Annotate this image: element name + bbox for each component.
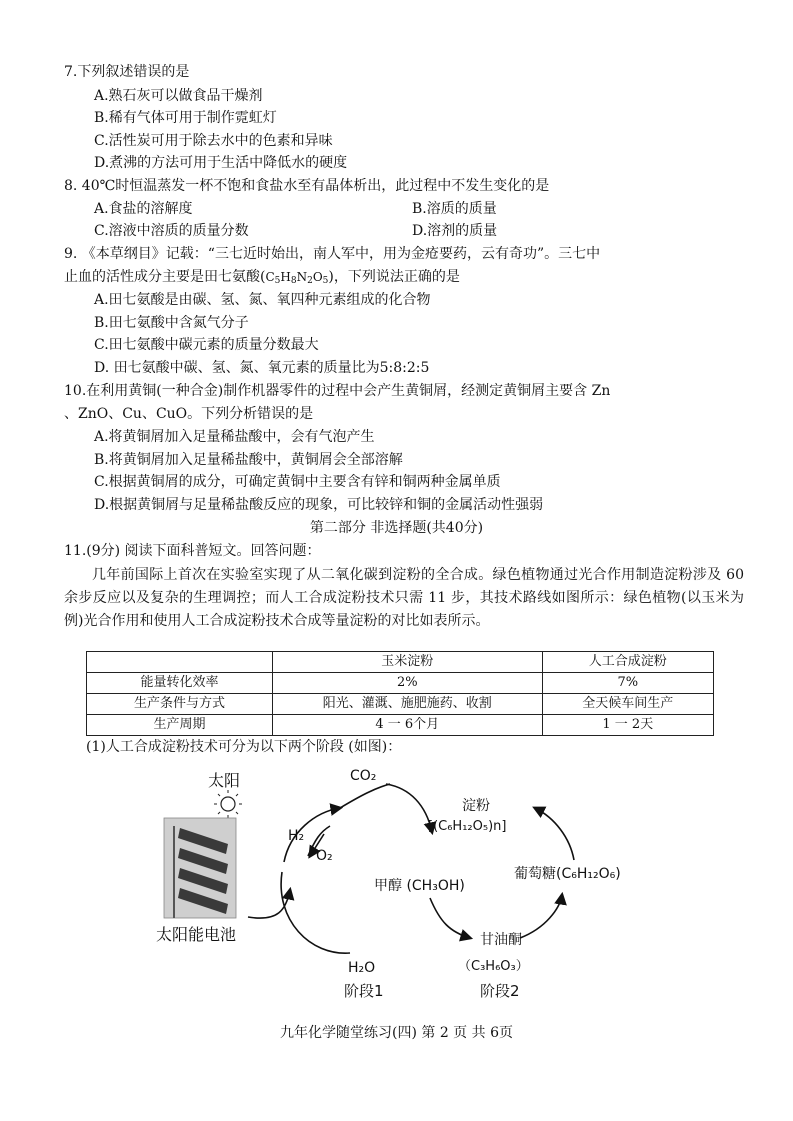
q9-stem-line1: 9. 《本草纲目》记载：“三七近时始出，南人军中，用为金疮要药，云有奇功”。三七中 bbox=[64, 246, 601, 262]
o2-label: O₂ bbox=[316, 848, 333, 864]
q9-option-c: C.田七氨酸中碳元素的质量分数最大 bbox=[94, 337, 319, 353]
table-cell: 全天候车间生产 bbox=[542, 694, 713, 715]
solar-cell-label: 太阳能电池 bbox=[156, 925, 237, 944]
q11-sub1: (1)人工合成淀粉技术可分为以下两个阶段 (如图)： bbox=[86, 739, 402, 755]
table-row bbox=[87, 715, 714, 736]
table-cell: 玉米淀粉 bbox=[272, 652, 542, 673]
table-header-row bbox=[87, 652, 714, 673]
sun-label: 太阳 bbox=[208, 771, 241, 790]
section-title: 第二部分 非选择题(共40分) bbox=[309, 520, 484, 536]
q8-option-b: B.溶质的质量 bbox=[412, 201, 497, 217]
table-cell: 生产周期 bbox=[87, 715, 273, 736]
h2o-label: H₂O bbox=[348, 960, 376, 976]
q7-option-b: B.稀有气体可用于制作霓虹灯 bbox=[94, 110, 277, 126]
stage1-label: 阶段1 bbox=[344, 982, 384, 1000]
q7-stem: 7.下列叙述错误的是 bbox=[64, 64, 190, 80]
table-cell: 1 一 2天 bbox=[542, 715, 713, 736]
q11-paragraph: 几年前国际上首次在实验室实现了从二氧化碳到淀粉的全合成。绿色植物通过光合作用制造淀粉涉及 60 余步反应以及复杂的生理调控；而人工合成淀粉技术只需 11 步，其技术路线如图所示：绿色植物(以玉米为例)光合作用和使用人工合成淀粉技术合成等量淀粉的对比如表所示。 bbox=[64, 567, 744, 629]
q7-option-c: C.活性炭可用于除去水中的色素和异味 bbox=[94, 133, 333, 149]
q9-option-d: D. 田七氨酸中碳、氢、氮、氧元素的质量比为5:8:2:5 bbox=[94, 360, 430, 376]
q8-option-a: A.食盐的溶解度 bbox=[94, 201, 193, 217]
q8-option-c: C.溶液中溶质的质量分数 bbox=[94, 223, 249, 239]
q10-option-d: D.根据黄铜屑与足量稀盐酸反应的现象，可比较锌和铜的金属活动性强弱 bbox=[94, 497, 544, 513]
starch-formula-label: [(C₆H₁₂O₅)n] bbox=[428, 819, 507, 834]
q9-option-a: A.田七氨酸是由碳、氢、氮、氧四种元素组成的化合物 bbox=[94, 292, 431, 308]
sun-icon bbox=[214, 790, 242, 818]
comparison-table bbox=[86, 651, 714, 736]
methanol-label: 甲醇 (CH₃OH) bbox=[374, 878, 465, 894]
table-cell: 2% bbox=[272, 673, 542, 694]
q9-option-b: B.田七氨酸中含氮气分子 bbox=[94, 315, 249, 331]
stage2-label: 阶段2 bbox=[480, 982, 520, 1000]
q7-option-a: A.熟石灰可以做食品干燥剂 bbox=[94, 88, 263, 104]
table-row bbox=[87, 694, 714, 715]
table-cell: 能量转化效率 bbox=[87, 673, 273, 694]
h2-label: H₂ bbox=[288, 828, 305, 844]
starch-name-label: 淀粉 bbox=[462, 798, 490, 814]
glucose-label: 葡萄糖(C₆H₁₂O₆) bbox=[514, 866, 621, 882]
co2-label: CO₂ bbox=[350, 768, 377, 784]
q11-header: 11.(9分) 阅读下面科普短文。回答问题： bbox=[64, 543, 321, 559]
q8-option-d: D.溶剂的质量 bbox=[412, 223, 498, 239]
q10-stem-line1: 10.在利用黄铜(一种合金)制作机器零件的过程中会产生黄铜屑，经测定黄铜屑主要含 Zn bbox=[64, 383, 611, 399]
q9-formula: $C_5H_8N_2O_5$ bbox=[265, 270, 329, 286]
q8-stem: 8. 40℃时恒温蒸发一杯不饱和食盐水至有晶体析出，此过程中不发生变化的是 bbox=[64, 178, 550, 194]
table-cell: 人工合成淀粉 bbox=[542, 652, 713, 673]
table-row bbox=[87, 673, 714, 694]
q10-option-b: B.将黄铜屑加入足量稀盐酸中，黄铜屑会全部溶解 bbox=[94, 452, 403, 468]
synthesis-diagram bbox=[150, 760, 670, 1010]
q10-option-c: C.根据黄铜屑的成分，可确定黄铜中主要含有锌和铜两种金属单质 bbox=[94, 474, 501, 490]
q7-option-d: D.煮沸的方法可用于生活中降低水的硬度 bbox=[94, 155, 348, 171]
table-cell bbox=[87, 652, 273, 673]
solar-panel-icon bbox=[164, 818, 236, 918]
table-cell: 7% bbox=[542, 673, 713, 694]
q9-stem-line2: 止血的活性成分主要是田七氨酸$(C_5H_8N_2O_5)$，下列说法正确的是 bbox=[64, 269, 460, 286]
page-footer: 九年化学随堂练习(四) 第 2 页 共 6页 bbox=[280, 1025, 513, 1041]
q10-option-a: A.将黄铜屑加入足量稀盐酸中，会有气泡产生 bbox=[94, 429, 375, 445]
table-cell: 阳光、灌溉、施肥施药、收割 bbox=[272, 694, 542, 715]
table-cell: 生产条件与方式 bbox=[87, 694, 273, 715]
table-cell: 4 一 6个月 bbox=[272, 715, 542, 736]
q10-stem-line2: 、ZnO、Cu、CuO。下列分析错误的是 bbox=[64, 406, 314, 422]
dha-formula-label: （C₃H₆O₃） bbox=[458, 959, 529, 974]
dha-name-label: 甘油酮 bbox=[480, 932, 522, 948]
